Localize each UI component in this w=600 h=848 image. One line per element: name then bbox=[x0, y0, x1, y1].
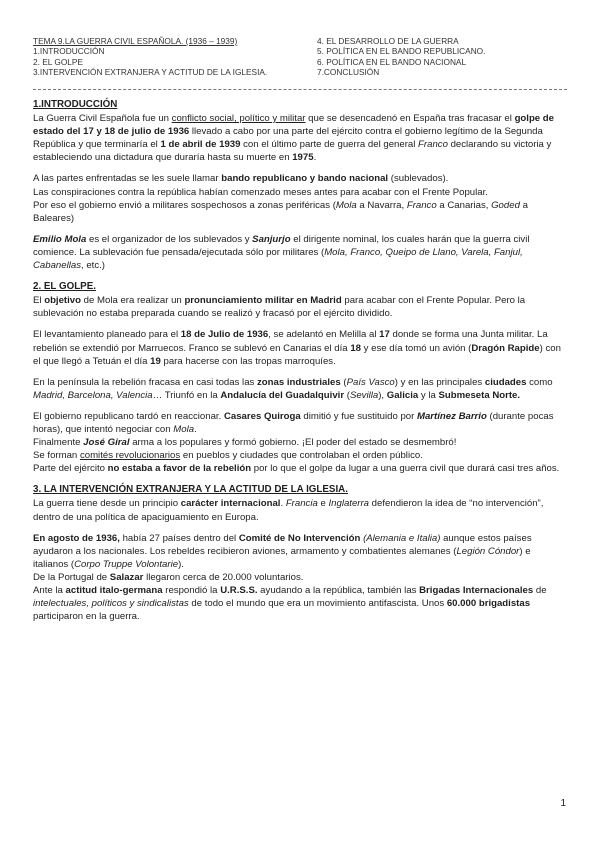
paragraph bbox=[33, 233, 567, 272]
text: defendieron la idea de “no intervención”, dentro de una política de apaciguamiento en Europa. bbox=[33, 498, 544, 523]
bold-text: bando republicano y bando nacional bbox=[221, 173, 389, 185]
italic-text: Legión Cóndor bbox=[456, 545, 520, 557]
bold-text: Comité de No Intervención bbox=[238, 532, 361, 544]
text: de bbox=[533, 585, 547, 596]
paragraph bbox=[33, 584, 567, 623]
italic-text: Franco bbox=[406, 199, 437, 211]
section-heading-introduccion: 1.INTRODUCCIÓN bbox=[33, 99, 118, 110]
paragraph bbox=[33, 571, 567, 584]
toc-item: 4. EL DESARROLLO DE LA GUERRA bbox=[317, 36, 459, 46]
text: Por eso el gobierno envió a militares sospechosos a zonas periféricas ( bbox=[33, 199, 336, 211]
toc-left-column bbox=[33, 36, 313, 78]
paragraph bbox=[33, 328, 567, 367]
document-page bbox=[33, 36, 567, 623]
text: llegaron cerca de 20.000 voluntarios. bbox=[143, 571, 304, 583]
toc-item: 3.INTERVENCIÓN EXTRANJERA Y ACTITUD DE LA IGLESIA. bbox=[33, 67, 268, 78]
text: ) con el que llegó a Tetuán el día bbox=[33, 342, 561, 367]
paragraph: Las conspiraciones contra la república habían comenzado meses antes para acabar con el Frente Popular. bbox=[33, 186, 488, 198]
text: como bbox=[526, 376, 553, 388]
bold-text: 18 bbox=[350, 342, 361, 354]
bold-italic-text: Emilio Mola bbox=[33, 233, 87, 245]
italic-text: (Alemania e Italia) bbox=[363, 532, 441, 544]
text: ) e italianos ( bbox=[33, 545, 531, 570]
text: aunque estos países ayudaron a los nacionales. Los rebeldes recibieron aviones, armamento y combatientes alemanes ( bbox=[33, 532, 532, 557]
italic-text: Mola, Franco, Queipo de Llano, Varela, Fanjul, Cabanellas bbox=[33, 246, 523, 272]
paragraph bbox=[33, 497, 567, 523]
bold-text: no estaba a favor de la rebelión bbox=[107, 463, 252, 475]
italic-text: Goded bbox=[491, 199, 520, 211]
text: con el último parte de guerra del general bbox=[240, 139, 419, 151]
page-number: 1 bbox=[560, 798, 566, 809]
bold-text: Salazar bbox=[109, 571, 144, 583]
text: De la Portugal de bbox=[33, 571, 110, 583]
text: donde se forma una Junta militar. La rebelión se extendió por Marruecos. Franco se sublevó en Canarias el día bbox=[33, 329, 548, 354]
text: Se forman bbox=[33, 450, 80, 462]
paragraph bbox=[33, 112, 567, 164]
text: La Guerra Civil Española fue un bbox=[33, 113, 172, 125]
text: ( bbox=[340, 376, 347, 388]
dashed-divider bbox=[33, 89, 567, 90]
paragraph bbox=[33, 172, 567, 185]
underlined-text: comités revolucionarios bbox=[79, 450, 181, 462]
text: ayudando a la república, también las bbox=[257, 585, 420, 596]
text: declarando su victoria y estableciendo una dictadura que duraría hasta su muerte en bbox=[33, 139, 552, 164]
text: Finalmente bbox=[33, 437, 84, 449]
bold-text: Submeseta Norte. bbox=[438, 389, 521, 401]
text: a Canarias, bbox=[436, 199, 492, 211]
text: es el organizador de los sublevados y bbox=[86, 233, 253, 245]
paragraph bbox=[33, 376, 567, 402]
text: arma a los populares y formó gobierno. ¡El poder del estado se desmembró! bbox=[129, 437, 457, 449]
text: ). bbox=[178, 558, 184, 570]
text: ( bbox=[344, 389, 350, 401]
bold-text: Brigadas Internacionales bbox=[419, 585, 534, 596]
bold-italic-text: José Giral bbox=[83, 437, 130, 449]
italic-text: intelectuales, políticos y sindicalistas bbox=[33, 598, 189, 610]
italic-text: Mola bbox=[173, 423, 195, 435]
text: (sublevados). bbox=[388, 173, 449, 185]
underlined-text: conflicto social, político y militar bbox=[171, 113, 306, 125]
text: por lo que el golpe da lugar a una guerra civil que durará casi tres años. bbox=[251, 463, 560, 475]
text: ) y en las principales bbox=[394, 376, 485, 388]
text: ), bbox=[378, 389, 387, 401]
text: respondió la bbox=[162, 585, 221, 596]
bold-text: Andalucía del Guadalquivir bbox=[220, 389, 345, 401]
bold-italic-text: Martínez Barrio bbox=[416, 410, 487, 422]
italic-text: Mola bbox=[335, 199, 357, 211]
section-heading-golpe: 2. EL GOLPE. bbox=[33, 281, 96, 293]
toc-item: 2. EL GOLPE bbox=[33, 56, 83, 67]
bold-text: 1975 bbox=[292, 152, 314, 164]
bold-text: carácter internacional bbox=[180, 498, 281, 510]
text: e bbox=[317, 498, 329, 510]
bold-text: 60.000 brigadistas bbox=[446, 598, 531, 610]
paragraph bbox=[33, 532, 567, 571]
text: Parte del ejército bbox=[33, 463, 108, 475]
text: que se desencadenó en España tras fracasar el bbox=[305, 113, 515, 125]
bold-text: objetivo bbox=[44, 295, 81, 307]
text: , etc.) bbox=[81, 260, 106, 272]
text: llevado a cabo por una parte del ejército contra el gobierno legítimo de la Segunda República y que terminaría el bbox=[33, 126, 543, 151]
paragraph bbox=[33, 410, 567, 436]
bold-text: pronunciamiento militar en Madrid bbox=[184, 295, 342, 307]
text: , se adelantó en Melilla al bbox=[268, 329, 380, 341]
bold-text: zonas industriales bbox=[257, 376, 341, 388]
paragraph bbox=[33, 436, 567, 449]
bold-text: Dragón Rapide bbox=[471, 342, 540, 354]
text: . bbox=[313, 152, 317, 164]
toc-item: 1.INTRODUCCIÓN bbox=[33, 46, 105, 57]
text: A las partes enfrentadas se les suele llamar bbox=[33, 173, 222, 185]
text: a Baleares) bbox=[33, 199, 528, 224]
bold-text: 19 bbox=[150, 355, 161, 367]
paragraph bbox=[33, 294, 567, 320]
paragraph bbox=[33, 199, 567, 225]
bold-text: actitud italo-germana bbox=[65, 585, 163, 596]
italic-text: Sevilla bbox=[349, 389, 379, 401]
italic-text: Francia bbox=[285, 498, 318, 510]
bold-italic-text: Sanjurjo bbox=[252, 233, 291, 245]
italic-text: Corpo Truppe Volontarie bbox=[74, 558, 179, 570]
text: en pueblos y ciudades que controlaban el orden público. bbox=[180, 450, 423, 462]
italic-text: Inglaterra bbox=[328, 498, 370, 510]
text: participaron en la guerra. bbox=[33, 611, 140, 623]
paragraph bbox=[33, 462, 567, 475]
text: El levantamiento planeado para el bbox=[33, 329, 181, 341]
text: y la bbox=[418, 389, 439, 401]
text: para hacerse con las tropas marroquíes. bbox=[160, 355, 336, 367]
text: había 27 países dentro del bbox=[119, 532, 239, 544]
text: de Mola era realizar un bbox=[80, 295, 185, 307]
paragraph bbox=[33, 449, 567, 462]
text: a Navarra, bbox=[356, 199, 407, 211]
bold-text: 18 de Julio de 1936 bbox=[180, 329, 269, 341]
text: … Triunfó en la bbox=[152, 389, 221, 401]
text: El bbox=[33, 295, 45, 307]
text: para acabar con el Frente Popular. Pero la sublevación no estaba preparada cuando se realizó y fracasó por el ejército dividido. bbox=[33, 295, 526, 320]
bold-text: 17 bbox=[379, 329, 390, 341]
toc-item: 5. POLÍTICA EN EL BANDO REPUBLICANO. bbox=[317, 46, 486, 57]
bold-text: 1 de abril de 1939 bbox=[160, 139, 241, 151]
text: Ante la bbox=[33, 585, 66, 596]
text: . bbox=[194, 423, 197, 435]
italic-text: Franco bbox=[418, 139, 448, 151]
toc-title: TEMA 9.LA GUERRA CIVIL ESPAÑOLA. (1936 – 1939) bbox=[33, 36, 238, 46]
text: de todo el mundo que era un movimiento antifascista. Unos bbox=[188, 598, 447, 610]
text: y ese día tomó un avión ( bbox=[360, 342, 472, 354]
bold-text: En agosto de 1936, bbox=[33, 532, 120, 544]
toc-item: 6. POLÍTICA EN EL BANDO NACIONAL bbox=[317, 56, 467, 67]
document-body bbox=[33, 98, 567, 623]
table-of-contents bbox=[33, 36, 567, 88]
toc-right-column bbox=[317, 36, 567, 78]
text: . bbox=[280, 498, 286, 510]
text: El gobierno republicano tardó en reaccionar. bbox=[33, 410, 224, 422]
text: dimitió y fue sustituido por bbox=[300, 410, 417, 422]
bold-text: Casares Quiroga bbox=[223, 410, 301, 422]
italic-text: País Vasco bbox=[346, 376, 395, 388]
italic-text: Madrid, Barcelona, Valencia bbox=[33, 389, 153, 401]
bold-text: Galicia bbox=[386, 389, 419, 401]
text: La guerra tiene desde un principio bbox=[33, 498, 181, 510]
toc-item: 7.CONCLUSIÓN bbox=[317, 67, 380, 78]
text: En la península la rebelión fracasa en casi todas las bbox=[33, 376, 257, 388]
text: el dirigente nominal, los cuales harán que la guerra civil comience. La sublevación fue pensada/ejecutada sólo por militares ( bbox=[33, 233, 530, 258]
section-heading-intervencion: 3. LA INTERVENCIÓN EXTRANJERA Y LA ACTITUD DE LA IGLESIA. bbox=[33, 484, 348, 496]
bold-text: golpe de estado del 17 y 18 de julio de 1936 bbox=[33, 113, 555, 138]
bold-text: U.R.S.S. bbox=[220, 585, 258, 596]
text: (durante pocas horas), que intentó negociar con bbox=[33, 410, 554, 435]
bold-text: ciudades bbox=[484, 376, 527, 388]
